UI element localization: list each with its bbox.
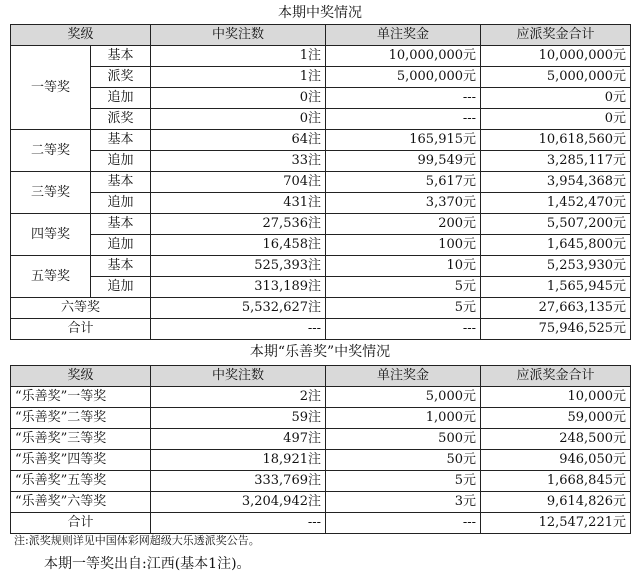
lesheng-table-title: 本期“乐善奖”中奖情况 [249, 344, 391, 360]
bet-type: 基本 [91, 130, 151, 151]
header-row [11, 366, 631, 387]
sum-prize: --- [326, 319, 481, 340]
table-row [11, 88, 631, 109]
total-prize: 10,000元 [481, 387, 631, 408]
unit-prize: 200元 [326, 214, 481, 235]
bet-type: 追加 [91, 88, 151, 109]
lesheng-prize-table [10, 365, 631, 534]
total-prize: 5,253,930元 [481, 256, 631, 277]
sum-prize: --- [326, 513, 481, 534]
winner-count: 33注 [151, 151, 326, 172]
total-prize: 10,618,560元 [481, 130, 631, 151]
sum-count: --- [151, 319, 326, 340]
prize-level: 六等奖 [11, 298, 151, 319]
unit-prize: 100元 [326, 235, 481, 256]
main-table-title: 本期中奖情况 [278, 5, 362, 21]
winner-count: 431注 [151, 193, 326, 214]
prize-level: “乐善奖”六等奖 [11, 492, 151, 513]
total-prize: 5,507,200元 [481, 214, 631, 235]
prize-level: 三等奖 [11, 172, 91, 214]
prize-level: “乐善奖”四等奖 [11, 450, 151, 471]
table-row [11, 450, 631, 471]
main-prize-table [10, 24, 631, 340]
prize-level: 四等奖 [11, 214, 91, 256]
unit-prize: 3,370元 [326, 193, 481, 214]
winner-count: 16,458注 [151, 235, 326, 256]
total-prize: 1,668,845元 [481, 471, 631, 492]
table-row [11, 471, 631, 492]
table-row [11, 277, 631, 298]
winner-count: 2注 [151, 387, 326, 408]
table-row [11, 256, 631, 277]
unit-prize: 10元 [326, 256, 481, 277]
prize-level: “乐善奖”三等奖 [11, 429, 151, 450]
prize-level: 二等奖 [11, 130, 91, 172]
total-prize: 946,050元 [481, 450, 631, 471]
bet-type: 派奖 [91, 67, 151, 88]
sum-label: 合计 [11, 319, 151, 340]
unit-prize: 5元 [326, 298, 481, 319]
header-total: 应派奖金合计 [481, 25, 631, 46]
winner-count: 1注 [151, 67, 326, 88]
sum-row [11, 513, 631, 534]
unit-prize: 5,617元 [326, 172, 481, 193]
sum-label: 合计 [11, 513, 151, 534]
unit-prize: 500元 [326, 429, 481, 450]
total-prize: 10,000,000元 [481, 46, 631, 67]
winner-count: 18,921注 [151, 450, 326, 471]
header-level: 奖级 [11, 366, 151, 387]
table-row [11, 109, 631, 130]
unit-prize: 165,915元 [326, 130, 481, 151]
total-prize: 1,565,945元 [481, 277, 631, 298]
winner-count: 59注 [151, 408, 326, 429]
header-count: 中奖注数 [151, 366, 326, 387]
bet-type: 追加 [91, 235, 151, 256]
table-row [11, 46, 631, 67]
total-prize: 1,645,800元 [481, 235, 631, 256]
sum-total: 12,547,221元 [481, 513, 631, 534]
winner-count: 525,393注 [151, 256, 326, 277]
unit-prize: 1,000元 [326, 408, 481, 429]
sum-count: --- [151, 513, 326, 534]
winner-count: 3,204,942注 [151, 492, 326, 513]
prize-level: “乐善奖”二等奖 [11, 408, 151, 429]
winner-count: 1注 [151, 46, 326, 67]
unit-prize: 5元 [326, 277, 481, 298]
header-row [11, 25, 631, 46]
unit-prize: 5,000元 [326, 387, 481, 408]
total-prize: 27,663,135元 [481, 298, 631, 319]
sum-total: 75,946,525元 [481, 319, 631, 340]
prize-level: 一等奖 [11, 46, 91, 130]
total-prize: 59,000元 [481, 408, 631, 429]
table-row [11, 298, 631, 319]
header-total: 应派奖金合计 [481, 366, 631, 387]
table-row [11, 151, 631, 172]
total-prize: 1,452,470元 [481, 193, 631, 214]
header-count: 中奖注数 [151, 25, 326, 46]
winner-count: 704注 [151, 172, 326, 193]
total-prize: 9,614,826元 [481, 492, 631, 513]
winner-count: 27,536注 [151, 214, 326, 235]
unit-prize: 50元 [326, 450, 481, 471]
winner-count: 5,532,627注 [151, 298, 326, 319]
header-prize: 单注奖金 [326, 25, 481, 46]
header-prize: 单注奖金 [326, 366, 481, 387]
sum-row [11, 319, 631, 340]
first-prize-origin: 本期一等奖出自:江西(基本1注)。 [44, 556, 251, 572]
bet-type: 基本 [91, 214, 151, 235]
total-prize: 5,000,000元 [481, 67, 631, 88]
unit-prize: --- [326, 88, 481, 109]
header-level: 奖级 [11, 25, 151, 46]
unit-prize: 5元 [326, 471, 481, 492]
unit-prize: 3元 [326, 492, 481, 513]
winner-count: 64注 [151, 130, 326, 151]
winner-count: 333,769注 [151, 471, 326, 492]
bet-type: 派奖 [91, 109, 151, 130]
table-row [11, 214, 631, 235]
unit-prize: 10,000,000元 [326, 46, 481, 67]
table-row [11, 429, 631, 450]
table-row [11, 492, 631, 513]
prize-level: 五等奖 [11, 256, 91, 298]
table-row [11, 172, 631, 193]
prize-level: “乐善奖”一等奖 [11, 387, 151, 408]
total-prize: 0元 [481, 109, 631, 130]
bet-type: 追加 [91, 277, 151, 298]
table-row [11, 130, 631, 151]
table-row [11, 67, 631, 88]
table-row [11, 408, 631, 429]
winner-count: 0注 [151, 109, 326, 130]
bet-type: 追加 [91, 193, 151, 214]
table-row [11, 387, 631, 408]
bet-type: 追加 [91, 151, 151, 172]
total-prize: 0元 [481, 88, 631, 109]
unit-prize: --- [326, 109, 481, 130]
winner-count: 0注 [151, 88, 326, 109]
winner-count: 313,189注 [151, 277, 326, 298]
unit-prize: 99,549元 [326, 151, 481, 172]
total-prize: 3,285,117元 [481, 151, 631, 172]
prize-level: “乐善奖”五等奖 [11, 471, 151, 492]
bet-type: 基本 [91, 172, 151, 193]
winner-count: 497注 [151, 429, 326, 450]
total-prize: 3,954,368元 [481, 172, 631, 193]
table-row [11, 235, 631, 256]
bet-type: 基本 [91, 46, 151, 67]
unit-prize: 5,000,000元 [326, 67, 481, 88]
total-prize: 248,500元 [481, 429, 631, 450]
bet-type: 基本 [91, 256, 151, 277]
footnote: 注:派奖规则详见中国体彩网超级大乐透派奖公告。 [14, 534, 260, 547]
table-row [11, 193, 631, 214]
